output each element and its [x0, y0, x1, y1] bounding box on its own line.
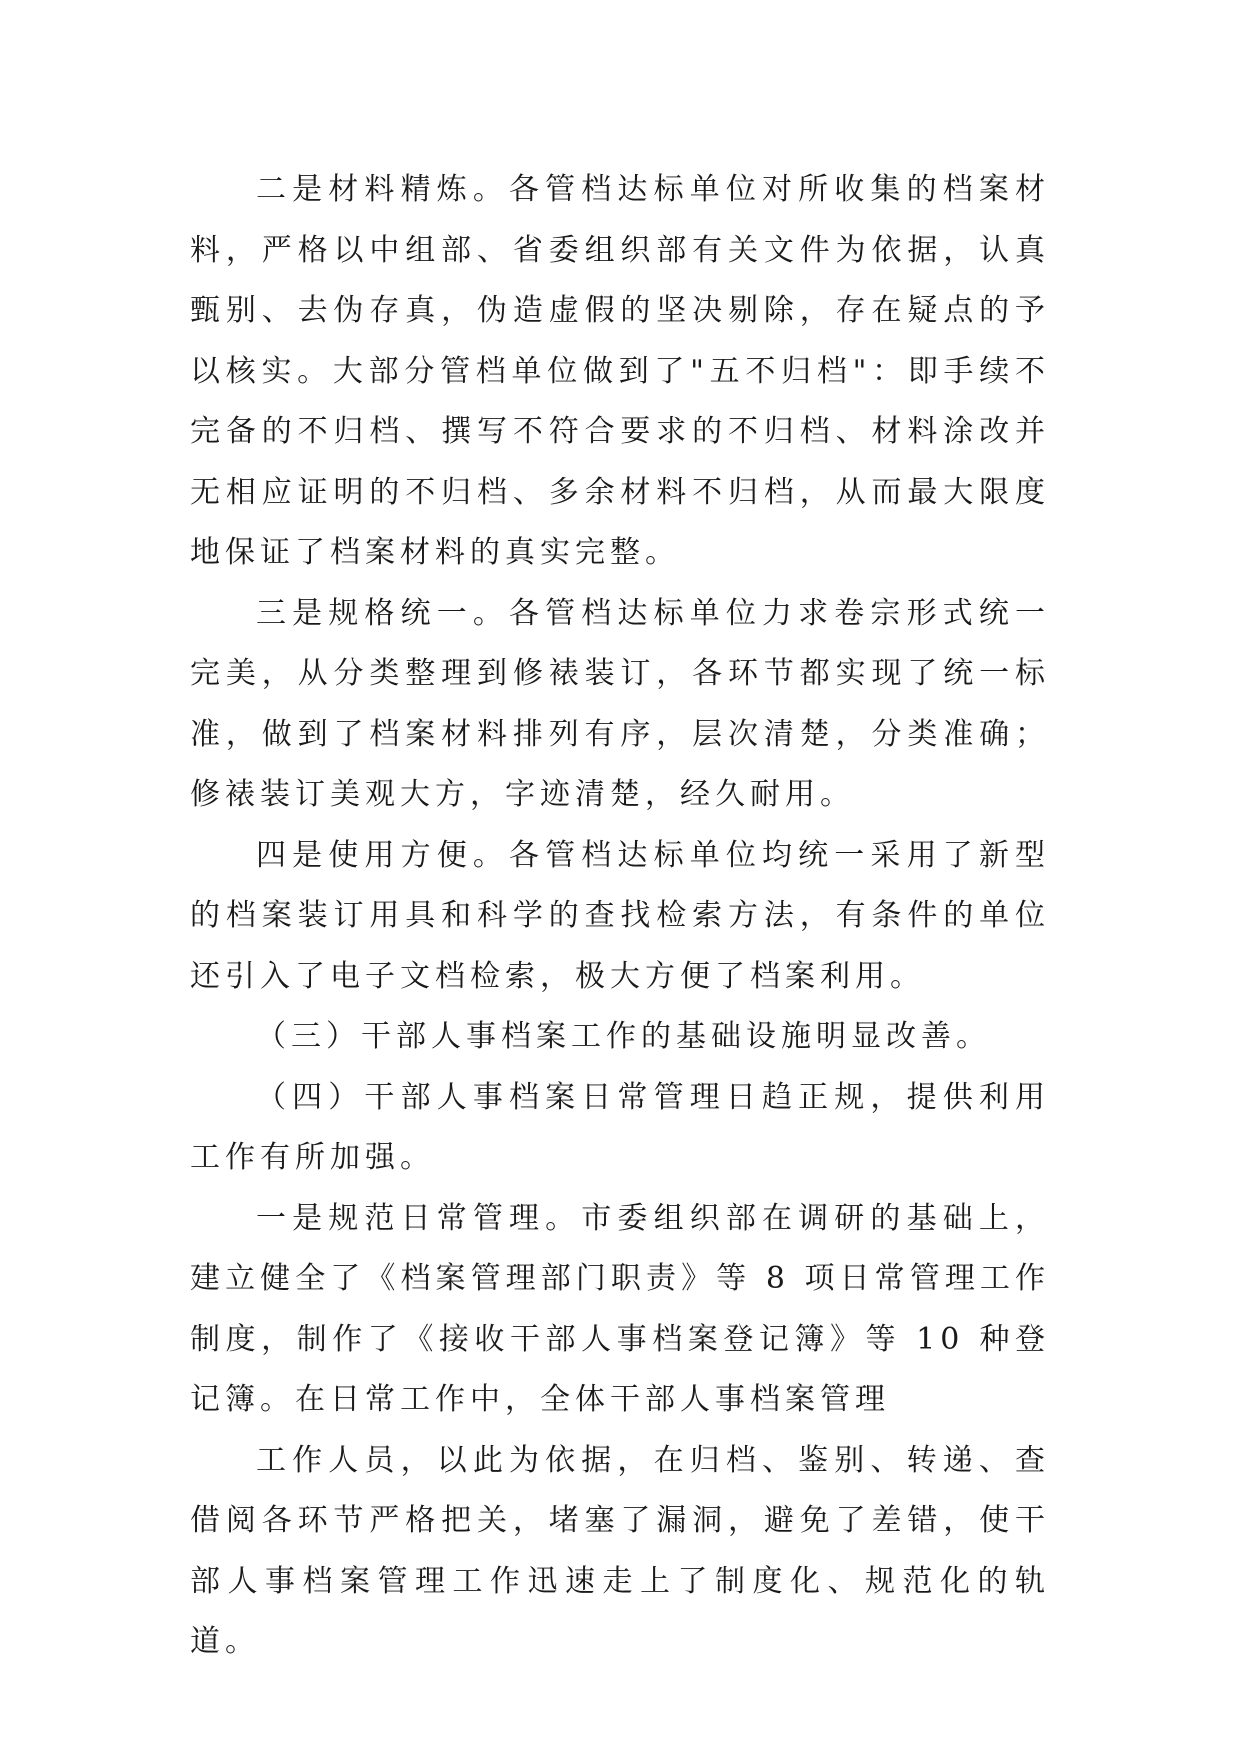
paragraph-standardize-management: 一是规范日常管理。市委组织部在调研的基础上，建立健全了《档案管理部门职责》等 8 项日常管理工作制度，制作了《接收干部人事档案登记簿》等 10 种登记簿。在日常工作中，全体干部人事档案管理	[190, 1200, 1050, 1417]
section-heading-daily-management: （四）干部人事档案日常管理日趋正规，提供利用工作有所加强。	[190, 1079, 1050, 1175]
document-body	[190, 160, 1050, 1673]
paragraph-staff-compliance: 工作人员，以此为依据，在归档、鉴别、转递、查借阅各环节严格把关，堵塞了漏洞，避免了差错，使干部人事档案管理工作迅速走上了制度化、规范化的轨道。	[190, 1442, 1050, 1659]
paragraph-easy-use: 四是使用方便。各管档达标单位均统一采用了新型的档案装订用具和科学的查找检索方法，有条件的单位还引入了电子文档检索，极大方便了档案利用。	[190, 837, 1050, 994]
paragraph-material-refinement: 二是材料精炼。各管档达标单位对所收集的档案材料，严格以中组部、省委组织部有关文件为依据，认真甄别、去伪存真，伪造虚假的坚决剔除，存在疑点的予以核实。大部分管档单位做到了"五不归档"：即手续不完备的不归档、撰写不符合要求的不归档、材料涂改并无相应证明的不归档、多余材料不归档，从而最大限度地保证了档案材料的真实完整。	[190, 172, 1050, 570]
section-heading-infrastructure: （三）干部人事档案工作的基础设施明显改善。	[256, 1019, 991, 1054]
paragraph-uniform-specs: 三是规格统一。各管档达标单位力求卷宗形式统一完美，从分类整理到修裱装订，各环节都实现了统一标准，做到了档案材料排列有序，层次清楚，分类准确；修裱装订美观大方，字迹清楚，经久耐用。	[190, 595, 1050, 812]
